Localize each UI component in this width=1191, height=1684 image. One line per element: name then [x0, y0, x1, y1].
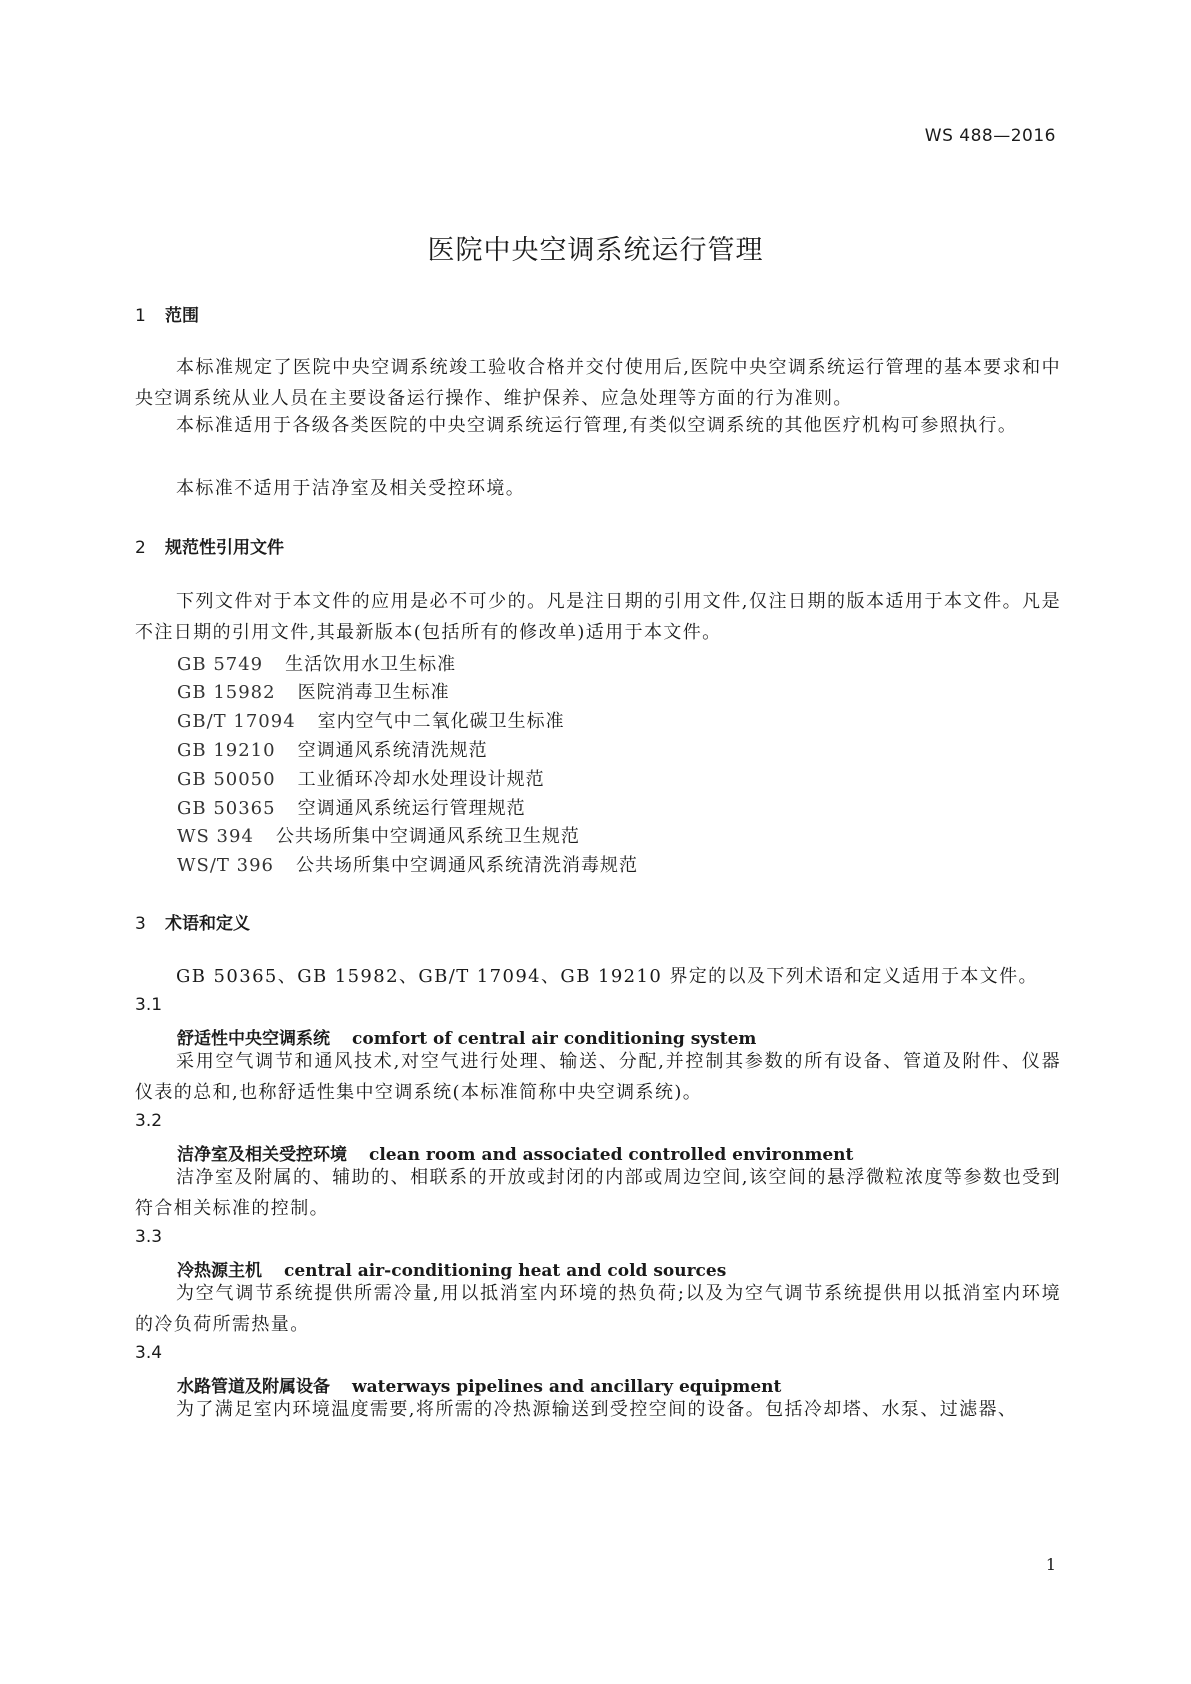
- section-number: 2: [135, 538, 146, 558]
- reference-item: [177, 736, 488, 762]
- reference-code: WS 394: [177, 826, 254, 847]
- term-heading: [177, 1256, 726, 1281]
- reference-code: WS/T 396: [177, 855, 274, 876]
- reference-title: 空调通风系统运行管理规范: [297, 798, 526, 819]
- reference-item: [177, 765, 545, 791]
- reference-item: [177, 650, 456, 676]
- term-heading: [177, 1024, 756, 1049]
- paragraph: 本标准适用于各级各类医院的中央空调系统运行管理,有类似空调系统的其他医疗机构可参照执行。: [176, 415, 1018, 436]
- page-number: 1: [1045, 1555, 1056, 1574]
- paragraph: 下列文件对于本文件的应用是必不可少的。凡是注日期的引用文件,仅注日期的版本适用于本文件。凡是不注日期的引用文件,其最新版本(包括所有的修改单)适用于本文件。: [135, 591, 1061, 643]
- term-zh: 水路管道及附属设备: [177, 1377, 330, 1397]
- reference-code: GB 5749: [177, 654, 264, 675]
- clause-number: 3.2: [135, 1111, 163, 1131]
- term-en: central air-conditioning heat and cold sources: [284, 1261, 727, 1281]
- section-number: 1: [135, 306, 146, 326]
- term-definition: 为了满足室内环境温度需要,将所需的冷热源输送到受控空间的设备。包括冷却塔、水泵、过滤器、: [176, 1399, 1018, 1420]
- section-number: 3: [135, 914, 146, 934]
- reference-code: GB 15982: [177, 682, 276, 703]
- reference-item: [177, 822, 580, 848]
- reference-item: [177, 794, 526, 820]
- section-heading-references: [135, 533, 284, 558]
- term-zh: 冷热源主机: [177, 1261, 262, 1281]
- section-title: 规范性引用文件: [165, 538, 284, 558]
- reference-title: 室内空气中二氧化碳卫生标准: [317, 711, 565, 732]
- reference-code: GB/T 17094: [177, 711, 296, 732]
- term-zh: 洁净室及相关受控环境: [177, 1145, 347, 1165]
- clause-number: 3.4: [135, 1343, 163, 1363]
- clause-number: 3.1: [135, 995, 163, 1015]
- reference-item: [177, 678, 450, 704]
- reference-code: GB 50050: [177, 769, 276, 790]
- term-definition: 为空气调节系统提供所需冷量,用以抵消室内环境的热负荷;以及为空气调节系统提供用以抵消室内环境的冷负荷所需热量。: [135, 1283, 1061, 1335]
- term-en: comfort of central air conditioning system: [352, 1029, 757, 1049]
- reference-item: [177, 851, 638, 877]
- clause-number: 3.3: [135, 1227, 163, 1247]
- reference-code: GB 50365: [177, 798, 276, 819]
- reference-item: [177, 707, 565, 733]
- reference-title: 医院消毒卫生标准: [297, 682, 450, 703]
- paragraph: 本标准不适用于洁净室及相关受控环境。: [176, 478, 526, 499]
- term-definition: 洁净室及附属的、辅助的、相联系的开放或封闭的内部或周边空间,该空间的悬浮微粒浓度等参数也受到符合相关标准的控制。: [135, 1167, 1061, 1219]
- paragraph: GB 50365、GB 15982、GB/T 17094、GB 19210 界定的以及下列术语和定义适用于本文件。: [176, 966, 1038, 987]
- page-title: 医院中央空调系统运行管理: [427, 235, 764, 266]
- term-en: waterways pipelines and ancillary equipment: [352, 1377, 782, 1397]
- reference-title: 生活饮用水卫生标准: [285, 654, 457, 675]
- section-title: 范围: [165, 306, 199, 326]
- reference-title: 公共场所集中空调通风系统清洗消毒规范: [295, 855, 638, 876]
- standard-code: WS 488—2016: [924, 126, 1056, 146]
- reference-title: 空调通风系统清洗规范: [297, 740, 488, 761]
- term-en: clean room and associated controlled environment: [369, 1145, 854, 1165]
- term-definition: 采用空气调节和通风技术,对空气进行处理、输送、分配,并控制其参数的所有设备、管道及附件、仪器仪表的总和,也称舒适性集中空调系统(本标准简称中央空调系统)。: [135, 1051, 1061, 1103]
- term-heading: [177, 1140, 853, 1165]
- paragraph: 本标准规定了医院中央空调系统竣工验收合格并交付使用后,医院中央空调系统运行管理的基本要求和中央空调系统从业人员在主要设备运行操作、维护保养、应急处理等方面的行为准则。: [135, 357, 1061, 409]
- reference-title: 公共场所集中空调通风系统卫生规范: [275, 826, 580, 847]
- term-heading: [177, 1372, 781, 1397]
- section-title: 术语和定义: [165, 914, 250, 934]
- reference-title: 工业循环冷却水处理设计规范: [297, 769, 545, 790]
- term-zh: 舒适性中央空调系统: [177, 1029, 330, 1049]
- section-heading-scope: [135, 301, 199, 326]
- section-heading-terms: [135, 909, 250, 934]
- reference-code: GB 19210: [177, 740, 276, 761]
